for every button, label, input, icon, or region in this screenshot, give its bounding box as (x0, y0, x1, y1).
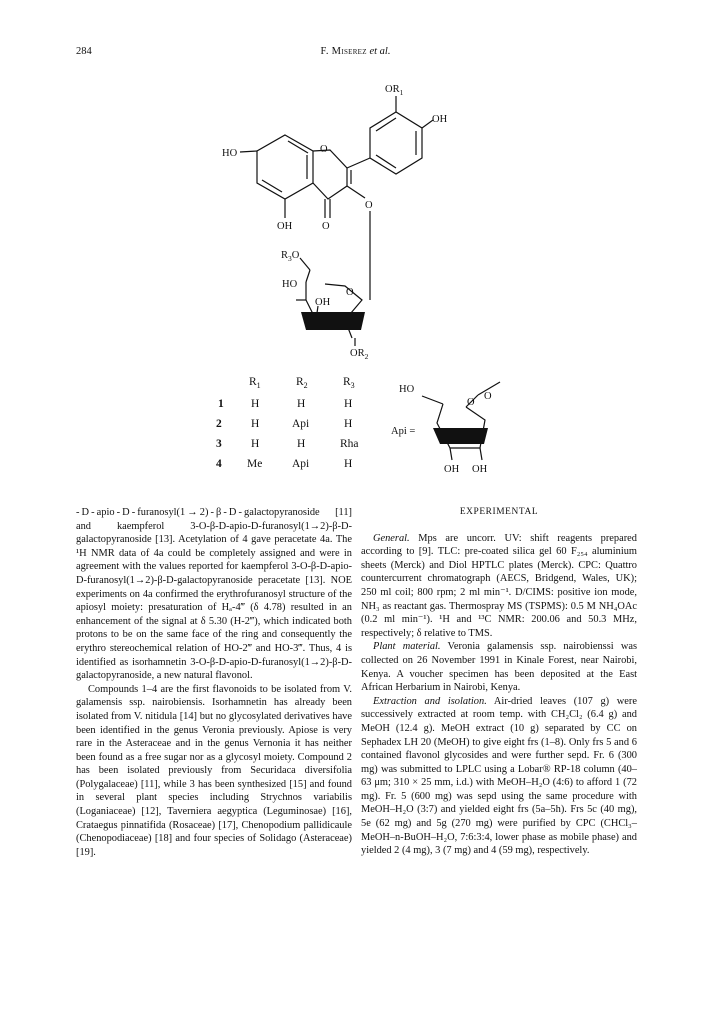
table-row-4-r2: Api (292, 458, 310, 470)
table-row-2-r1: H (251, 418, 260, 430)
label-api-o-sub: O (484, 391, 492, 402)
table-row-3-r3: Rha (340, 438, 359, 450)
extraction-text: Air-dried leaves (107 g) were successively extracted at room temp. with CH₂Cl₂ (6.4 g) and MeOH (12.4 g). MeOH extract (10 g) separated by CC on Sephadex LH 20 (MeOH) to give eight frs (1–8). Only frs 5 and 6 contained flavonol glycosides and were further sepd. Fr. 6 (300 mg) was submitted to LPLC using a Lobar® RP-18 column (40–63 μm; 310 × 25 mm, i.d.) with MeOH–H₂O (4:6) to afford 1 (72 mg). Fr. 5 (600 mg) was sepd using the same procedure with MeOH–H₂O (3:7) and yielded eight frs (5a–5h). Frs 5c (40 mg), 5e (62 mg) and 5g (270 mg) were purified by CPC (CHCl₃–MeOH–n-BuOH–H₂O, 7:6:3:4, lower phase as mobile phase) and yielded 2 (4 mg), 3 (7 mg) and 4 (59 mg), respectively. (361, 695, 637, 857)
label-o-link: O (365, 200, 373, 211)
table-header-r3: $R_3$ (343, 376, 355, 390)
label-api-oh2: OH (472, 464, 488, 475)
general-text: Mps are uncorr. UV: shift reagents prepared according to [9]. TLC: pre-coated silica gel 60 F₂₅₄ aluminium sheets (Merck) and Diol HPTLC plates (Merck). CPC: Quattro countercurrent chromatograph (AECS, Bridgend, Wales, UK); 250 ml coil; 800 rpm; 2 ml min⁻¹. D/CIMS: positive ion mode, NH₃ as reactant gas. Thermospray MS (TSPMS): 0.5 M NH₄OAc (0.2 ml min⁻¹). ¹H and ¹³C NMR: 200.06 and 50.3 MHz, respectively; δ relative to TMS. (361, 532, 637, 639)
label-api-ho: HO (399, 384, 415, 395)
table-row-3-r1: H (251, 438, 260, 450)
label-o-ring: O (320, 144, 328, 155)
label-oh-gal: OH (315, 297, 331, 308)
flavonol-skeleton-bonds (240, 96, 433, 346)
extraction-heading: Extraction and isolation. (373, 695, 487, 707)
left-paragraph-1: - D - apio - D - furanosyl(1 → 2) - β - D - galactopyranoside [11] and kaempferol 3-O-β-D-apio-D-furanosyl(1→​2)-β-D-galactopyranoside [13]. Acetylation of 4 gave peracetate 4a. The ¹H NMR data of 4a could be completely assigned and were in agreement with the values reported for kaempferol 3-O-β-D-apio-D-furanosyl(1→2)-β-D-galactopyranoside peracetate [13]. NOE experiments on 4a confirmed the erythrofuranosyl structure of the apiosyl moiety: presaturation of Hₐ-4‴ (δ 4.78) resulted in an enhancement of the signal at δ 5.30 (H-2‴), which indicated both protons to be on the same face of the ring and consequently the erythro stereochemical relation of HO-2‴ and HO-3‴. Thus, 4 is identified as isorhamnetin 3-O-β-D-apio-D-furanosyl(1→2)-β-D-galactopyranoside, a new natural flavonol. (76, 507, 352, 682)
label-api-eq: Api = (391, 426, 416, 437)
left-column (76, 506, 352, 859)
general-heading: General. (373, 532, 410, 544)
label-ho-a: HO (222, 148, 238, 159)
galactose-wedge (301, 312, 365, 330)
label-or2: $OR_2$ (350, 348, 369, 361)
table-row-4-compound: 4 (216, 458, 222, 470)
ring-b (370, 112, 422, 174)
substituent-table (216, 376, 359, 470)
apiose-wedge (433, 428, 488, 444)
label-o-gal: O (346, 287, 354, 298)
running-head-authors: F. Miserez (320, 46, 367, 57)
compound-numbers (216, 398, 224, 470)
label-r3o: $R_3O$ (281, 250, 300, 263)
table-header-r1: $R_1$ (249, 376, 261, 390)
experimental-heading: EXPERIMENTAL (459, 507, 539, 517)
table-row-1-compound: 1 (218, 398, 224, 410)
label-ho-gal: HO (282, 279, 298, 290)
table-row-1-r2: H (297, 398, 306, 410)
table-row-2-compound: 2 (216, 418, 222, 430)
label-api-o: O (467, 397, 475, 408)
table-header-r2: $R_2$ (296, 376, 308, 390)
general-paragraph (361, 532, 637, 641)
running-head-etal: et al. (369, 46, 391, 57)
table-row-1-r3: H (344, 398, 353, 410)
extraction-paragraph (361, 695, 637, 858)
ring-c (313, 150, 347, 199)
label-or1: $OR_1$ (385, 84, 404, 97)
table-row-1-r1: H (251, 398, 260, 410)
right-column (361, 506, 637, 858)
plant-material-heading: Plant material. (373, 641, 441, 653)
table-row-3-compound: 3 (216, 438, 222, 450)
plant-material-text: Veronia galamensis ssp. nairobienssi was collected on 26 November 1991 in Kinale Forest, near Nairobi, Kenya. A voucher specimen has been deposited at the East African Herbarium in Nairobi, Kenya. (361, 641, 637, 694)
left-paragraph-2: Compounds 1–4 are the first flavonoids to be isolated from V. galamensis ssp. nairobiensis. Isorhamnetin has already been isolated from V. nitidula [14] but no glycosylated derivatives have been identified in the genus Veronia previously. Apiose is very rare in the Asteraceae and in the genus Vernonia it has neither been found as a free sugar nor as a glycosyl moiety. Compound 2 has been isolated previously from Securidaca diversifolia (Polygalaceae) [11], while 3 has been synthesized [15] and found in several plant species including Strychnos variabilis (Loganiaceae) [12], Taverniera aegyptica (Leguminosae) [16], Crataegus pinnatifida (Rosaceae) [17], Chenopodium pallidicaule (Chenopodiaceae) [18] and four species of Solidago (Asteraceae) [19]. (76, 683, 352, 858)
ring-a (257, 135, 313, 199)
page-number: 284 (76, 46, 92, 57)
label-api-oh1: OH (444, 464, 460, 475)
table-row-3-r2: H (297, 438, 306, 450)
plant-material-paragraph (361, 640, 637, 694)
table-row-2-r3: H (344, 418, 353, 430)
label-oh-5: OH (277, 221, 293, 232)
structure-labels (222, 84, 492, 475)
label-oh-b: OH (432, 114, 448, 125)
table-row-4-r3: H (344, 458, 353, 470)
table-row-2-r2: Api (292, 418, 310, 430)
table-row-4-r1: Me (247, 458, 263, 470)
label-o-4: O (322, 221, 330, 232)
